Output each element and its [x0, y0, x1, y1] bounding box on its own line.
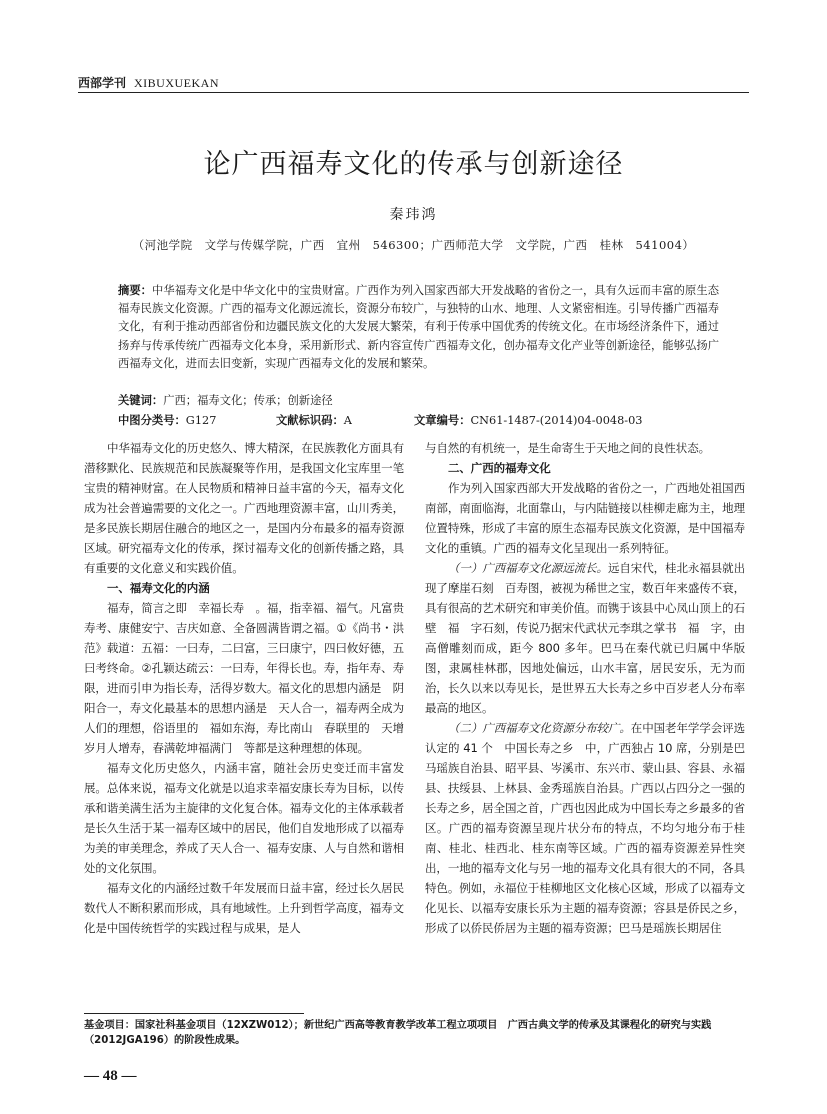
running-head [78, 74, 749, 91]
doc-code-cell [276, 412, 352, 428]
left-column [84, 438, 404, 938]
footnote-rule [84, 1013, 304, 1014]
clc-label: 中图分类号： [118, 414, 186, 427]
article-title: 论广西福寿文化的传承与创新途径 [203, 149, 624, 180]
abstract-block [118, 282, 719, 373]
journal-latin-name: XIBUXUEKAN [134, 76, 220, 90]
abstract-label: 摘要： [118, 284, 153, 297]
intro-paragraph: 中华福寿文化的历史悠久、博大精深，在民族教化方面具有潜移默化、民族规范和民族凝聚等作用，是我国文化宝库里一笔宝贵的精神财富。在人民物质和精神日益丰富的今天，福寿文化成为社会普遍需要的文化之一。广西地理资源丰富，山川秀美，是多民族长期居住融合的地区之一，是国内分布最多的福寿资源区域。研究福寿文化的传承，探讨福寿文化的创新传播之路，具有重要的文化意义和实践价值。 [84, 441, 404, 575]
article-number-value: CN61-1487-(2014)04-0048-03 [470, 414, 643, 427]
header-rule [78, 92, 749, 93]
section-1-heading: 一、福寿文化的内涵 [107, 581, 210, 595]
author-affiliation: （河池学院 文学与传媒学院，广西 宜州 546300；广西师范大学 文学院，广西 桂林 541004） [132, 238, 695, 252]
journal-name: 西部学刊 [78, 76, 127, 90]
subsection-1-paragraph [425, 558, 745, 718]
section-1-paragraph-2: 福寿文化历史悠久，内涵丰富，随社会历史变迁而丰富发展。总体来说，福寿文化就是以追求幸福安康长寿为目标，以传承和谐美满生活为主旋律的文化复合体。福寿文化的主体承载者是长久生活于某一福寿区域中的居民，他们自发地形成了以福寿为美的审美理念，养成了天人合一、福寿安康、人与自然和谐相处的文化氛围。 [84, 761, 404, 875]
page-number: — 48 — [84, 1068, 137, 1084]
abstract-text: 中华福寿文化是中华文化中的宝贵财富。广西作为列入国家西部大开发战略的省份之一，具有久远而丰富的原生态福寿民族文化资源。广西的福寿文化源远流长，资源分布较广，与独特的山水、地理、人文紧密相连。引导传播广西福寿文化，有利于推动西部省份和边疆民族文化的大发展大繁荣，有利于传承中国优秀的传统文化。在市场经济条件下，通过扬弃与传承传统广西福寿文化本身，采用新形式、新内容宣传广西福寿文化，创办福寿文化产业等创新途径，能够弘扬广西福寿文化，进而去旧变新，实现广西福寿文化的发展和繁荣。 [118, 284, 719, 370]
author-name: 秦玮鸿 [389, 207, 438, 223]
article-number-label: 文章编号： [414, 414, 471, 427]
section-2-heading: 二、广西的福寿文化 [448, 461, 551, 475]
clc-cell [118, 412, 216, 428]
clc-value: G127 [185, 414, 217, 427]
subsection-1-text: 远自宋代，桂北永福县就出现了摩崖石刻 百寿图，被视为稀世之宝，数百年来盛传不衰，具有很高的艺术研究和审美价值。而镌于该县中心凤山顶上的石壁 福 字石刻，传说乃据宋代武状元李琪之掌书 福 字，由高僧雕刻而成，距今 800 多年。巴马在秦代就已归属中华版图，隶属桂林郡，因地处偏远，山水丰富，居民安乐，无为而治，长久以来以寿见长，是世界五大长寿之乡中百岁老人分布率最高的地区。 [425, 561, 745, 715]
keywords-label: 关键词： [118, 394, 164, 407]
keywords-line [118, 392, 747, 408]
funding-footnote: 基金项目：国家社科基金项目（12XZW012）；新世纪广西高等教育教学改革工程立项项目 广西古典文学的传承及其课程化的研究与实践 （2012JGA196）的阶段性成果。 [84, 1020, 722, 1046]
subsection-1-label: （一）广西福寿文化源远流长。 [448, 561, 608, 575]
keywords-text: 广西；福寿文化；传承；创新途径 [163, 394, 333, 407]
classification-line [118, 412, 747, 430]
section-1-paragraph-3: 福寿文化的内涵经过数千年发展而日益丰富，经过长久居民数代人不断积累而形成，具有地域性。上升到哲学高度，福寿文化是中国传统哲学的实践过程与成果，是人 [84, 881, 404, 935]
doc-code-label: 文献标识码： [276, 414, 344, 427]
right-column [425, 438, 757, 938]
continued-paragraph: 与自然的有机统一，是生命寄生于天地之间的良性状态。 [425, 441, 710, 455]
article-number-cell [414, 412, 643, 428]
section-1-paragraph-1: 福寿，简言之即 幸福长寿 。福，指幸福、福气。凡富贵寿考、康健安宁、吉庆如意、全备圆满皆谓之福。①《尚书・洪范》载道：五福：一曰寿，二曰富，三曰康宁，四曰攸好德，五曰考终命。②孔颖达疏云：一曰寿，年得长也。寿，指年寿、寿限，进而引申为指长寿，活得岁数大。福文化的思想内涵是 阴阳合一，寿文化最基本的思想内涵是 天人合一，福寿两全成为人们的理想，俗语里的 福如东海，寿比南山 春联里的 天增岁月人增寿，春满乾坤福满门 等都是这种理想的体现。 [84, 601, 404, 755]
section-2-paragraph-1: 作为列入国家西部大开发战略的省份之一，广西地处祖国西南部，南面临海，北面靠山，与内陆链接以桂柳走廊为主，地理位置特殊，形成了丰富的原生态福寿民族文化资源，是中国福寿文化的重镇。广西的福寿文化呈现出一系列特征。 [425, 481, 745, 555]
subsection-2-label: （二）广西福寿文化资源分布较广。 [448, 721, 631, 735]
subsection-2-text: 在中国老年学学会评选认定的 41 个 中国长寿之乡 中，广西独占 10 席，分别是巴马瑶族自治县、昭平县、岑溪市、东兴市、蒙山县、容县、永福县、扶绥县、上林县、金秀瑶族自治县。广西以占四分之一强的 长寿之乡，居全国之首，广西也因此成为中国长寿之乡最多的省区。广西的福寿资源呈现片状分布的特点，不均匀地分布于桂南、桂北、桂西北、桂东南等区域。广西的福寿资源差异性突出，一地的福寿文化与另一地的福寿文化具有很大的不同，各具特色。例如，永福位于桂柳地区文化核心区域，形成了以福寿文化见长、以福寿安康长乐为主题的福寿资源；容县是侨民之乡，形成了以侨民侨居为主题的福寿资源；巴马是瑶族长期居住 [425, 721, 757, 935]
doc-code-value: A [343, 414, 352, 427]
subsection-2-paragraph [425, 718, 757, 938]
